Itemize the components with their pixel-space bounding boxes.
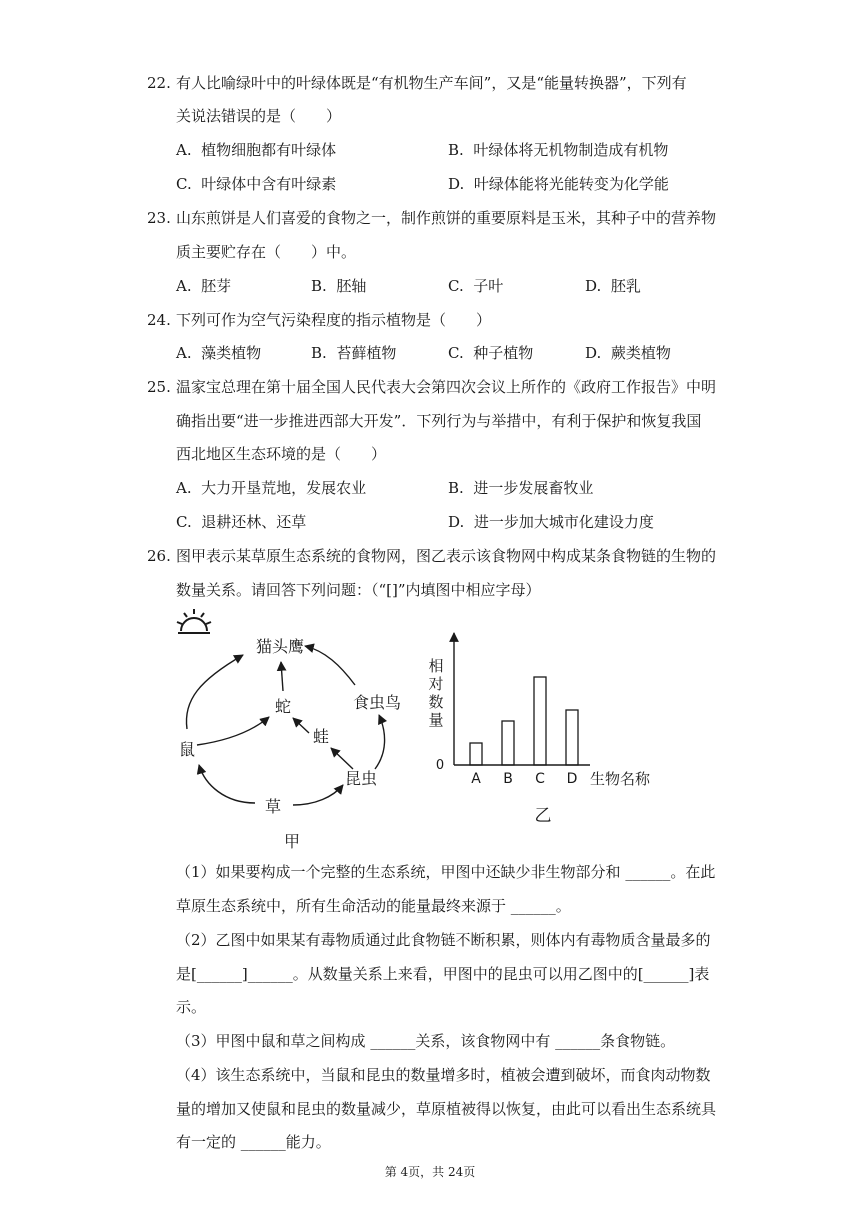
question-text: 温家宝总理在第十届全国人民代表大会第四次会议上所作的《政府工作报告》中明 — [176, 378, 717, 396]
question-number: 23. — [147, 209, 171, 227]
option-b: B. 苔藓植物 — [311, 344, 397, 362]
question-text: 关说法错误的是（ ） — [176, 107, 342, 125]
x-tick-label: D — [566, 771, 578, 787]
x-tick-label: C — [535, 771, 545, 787]
question-number: 24. — [147, 311, 171, 329]
question-text: 有人比喻绿叶中的叶绿体既是“有机物生产车间”，又是“能量转换器”，下列有 — [176, 74, 687, 92]
page-footer: 第 4页，共 24页 — [384, 1165, 476, 1179]
node-insect: 昆虫 — [344, 769, 378, 788]
question-text: 山东煎饼是人们喜爱的食物之一，制作煎饼的重要原料是玉米，其种子中的营养物 — [176, 209, 717, 227]
option-d: D. 蕨类植物 — [585, 344, 671, 362]
option-b: B. 叶绿体将无机物制造成有机物 — [448, 141, 669, 159]
option-d: D. 胚乳 — [585, 277, 641, 295]
subquestion-text: （3）甲图中鼠和草之间构成 ______关系，该食物网中有 ______条食物链。 — [176, 1032, 676, 1050]
food-web-diagram — [175, 605, 425, 855]
node-mouse: 鼠 — [178, 740, 196, 759]
question-text: 质主要贮存在（ ）中。 — [176, 243, 357, 261]
option-c: C. 退耕还林、还草 — [176, 513, 307, 531]
arrow-insect-bird — [375, 715, 385, 769]
node-snake: 蛇 — [274, 697, 292, 716]
arrow-bird-owl — [305, 646, 355, 685]
y-axis-label-char: 相 — [428, 657, 444, 675]
subquestion-text: 是[______]______。从数量关系上来看，甲图中的昆虫可以用乙图中的[______]表 — [176, 965, 710, 983]
figure-caption-jia: 甲 — [283, 832, 301, 851]
x-tick-label: B — [503, 771, 513, 787]
subquestion-text: 示。 — [176, 998, 207, 1016]
question-number: 25. — [147, 378, 171, 396]
question-text: 数量关系。请回答下列问题：（“[]”内填图中相应字母） — [176, 581, 541, 599]
option-c: C. 叶绿体中含有叶绿素 — [176, 175, 337, 193]
arrow-grass-mouse — [199, 765, 255, 803]
arrow-insect-frog — [331, 748, 353, 769]
bar-C — [534, 677, 546, 765]
subquestion-text: （2）乙图中如果某有毒物质通过此食物链不断积累，则体内有毒物质含量最多的 — [176, 931, 711, 949]
arrow-frog-snake — [293, 718, 309, 733]
subquestion-text: 草原生态系统中，所有生命活动的能量最终来源于 ______。 — [176, 897, 571, 915]
question-number: 26. — [147, 547, 171, 565]
bar-A — [470, 743, 482, 765]
option-a: A. 藻类植物 — [176, 344, 262, 362]
arrow-mouse-snake — [197, 717, 269, 745]
question-text: 西北地区生态环境的是（ ） — [176, 445, 387, 463]
sun-icon — [177, 609, 211, 633]
x-tick-label: A — [471, 771, 481, 787]
arrow-grass-insect — [293, 785, 343, 805]
subquestion-text: （4）该生态系统中，当鼠和昆虫的数量增多时，植被会遭到破坏，而食肉动物数 — [176, 1066, 711, 1084]
bar-D — [566, 710, 578, 765]
arrow-snake-owl — [281, 662, 283, 691]
option-a: A. 大力开垦荒地，发展农业 — [176, 479, 367, 497]
option-b: B. 进一步发展畜牧业 — [448, 479, 594, 497]
subquestion-text: 有一定的 ______能力。 — [176, 1133, 331, 1151]
y-axis-label — [428, 657, 443, 729]
figure-caption-yi: 乙 — [534, 806, 552, 826]
x-axis-label: 生物名称 — [590, 770, 651, 788]
bar-B — [502, 721, 514, 765]
y-axis-label-char: 对 — [428, 675, 444, 693]
option-c: C. 种子植物 — [448, 344, 534, 362]
question-text: 下列可作为空气污染程度的指示植物是（ ） — [176, 311, 492, 329]
bar-chart — [422, 625, 672, 835]
node-frog: 蛙 — [312, 727, 330, 746]
y-axis-label-char: 量 — [428, 711, 444, 729]
option-d: D. 进一步加大城市化建设力度 — [448, 513, 654, 531]
option-a: A. 胚芽 — [176, 277, 232, 295]
option-b: B. 胚轴 — [311, 277, 367, 295]
node-bird: 食虫鸟 — [352, 693, 402, 712]
y-axis-label-char: 数 — [428, 693, 444, 711]
question-text: 确指出要“进一步推进西部大开发”．下列行为与举措中，有利于保护和恢复我国 — [176, 412, 702, 430]
node-owl: 猫头鹰 — [255, 637, 305, 656]
question-text: 图甲表示某草原生态系统的食物网，图乙表示该食物网中构成某条食物链的生物的 — [176, 547, 717, 565]
question-number: 22. — [147, 74, 171, 92]
subquestion-text: （1）如果要构成一个完整的生态系统，甲图中还缺少非生物部分和 ______。在此 — [176, 863, 716, 881]
subquestion-text: 量的增加又使鼠和昆虫的数量减少，草原植被得以恢复，由此可以看出生态系统具 — [176, 1100, 717, 1118]
option-a: A. 植物细胞都有叶绿体 — [176, 141, 337, 159]
origin-label: 0 — [435, 758, 445, 773]
option-c: C. 子叶 — [448, 277, 504, 295]
arrow-mouse-owl — [186, 655, 243, 729]
option-d: D. 叶绿体能将光能转变为化学能 — [448, 175, 669, 193]
node-grass: 草 — [264, 797, 282, 816]
